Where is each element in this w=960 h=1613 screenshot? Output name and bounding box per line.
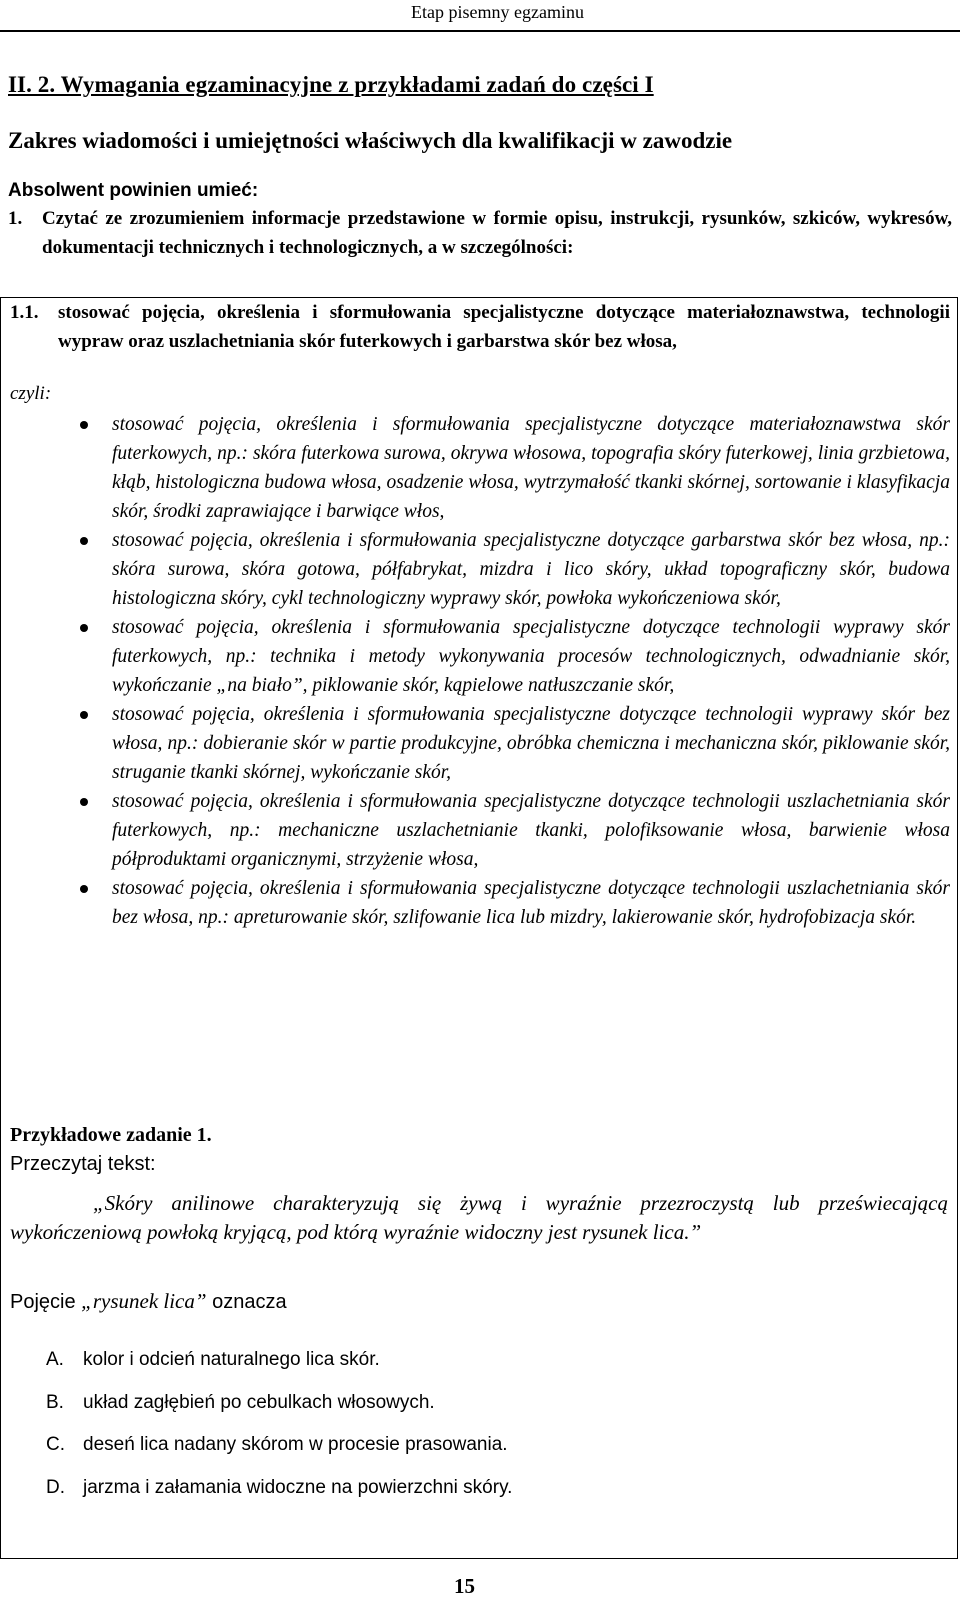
requirement (8, 204, 952, 262)
subrequirement-text: stosować pojęcia, określenia i sformułowania specjalistyczne dotyczące materiałoznawstwa, technologii wypraw oraz uszlachetniania skór futerkowych i garbarstwa skór bez włosa, (58, 302, 950, 352)
list-item (80, 874, 950, 932)
option-text: jarzma i załamania widoczne na powierzchni skóry. (83, 1476, 513, 1498)
bullet-icon (80, 711, 88, 719)
section-heading: II. 2. Wymagania egzaminacyjne z przykładami zadań do części I (8, 72, 654, 97)
task-instruction: Przeczytaj tekst: (10, 1153, 156, 1175)
bullet-icon (80, 421, 88, 429)
option-letter: C. (46, 1434, 65, 1455)
option-text: deseń lica nadany skórom w procesie prasowania. (83, 1434, 508, 1455)
list-item (80, 526, 950, 613)
requirement-number: 1. (8, 208, 23, 229)
list-item (80, 410, 950, 526)
option-letter: A. (46, 1349, 64, 1370)
list-item (80, 700, 950, 787)
list-item (80, 613, 950, 700)
bullet-icon (80, 537, 88, 545)
subrequirement (10, 298, 950, 356)
bullet-list (80, 410, 950, 932)
bullet-text: stosować pojęcia, określenia i sformułowania specjalistyczne dotyczące garbarstwa skór bez włosa, np.: skóra surowa, skóra gotowa, półfabrykat, mizdra i lico skóry, układ topograficzny skór, budowa histologiczna skóry, cykl technologiczny wyprawy skór, powłoka wykończeniowa skór, (112, 530, 950, 609)
header-rule (0, 30, 960, 32)
task-quote: „Skóry anilinowe charakteryzują się żywą i wyraźnie przezroczystą lub przeświecającą wykończeniową powłoką kryjącą, pod którą wyraźnie widoczny jest rysunek lica.” (10, 1191, 948, 1244)
graduate-label: Absolwent powinien umieć: (8, 180, 259, 201)
option-b[interactable] (46, 1392, 512, 1435)
bullet-icon (80, 798, 88, 806)
bullet-icon (80, 624, 88, 632)
question-prefix: Pojęcie (10, 1291, 82, 1313)
subrequirement-number: 1.1. (10, 302, 39, 323)
option-a[interactable] (46, 1349, 512, 1392)
scope-heading: Zakres wiadomości i umiejętności właściwych dla kwalifikacji w zawodzie (8, 128, 733, 153)
option-letter: D. (46, 1476, 65, 1498)
czyli-label: czyli: (10, 383, 52, 404)
bullet-text: stosować pojęcia, określenia i sformułowania specjalistyczne dotyczące technologii wyprawy skór bez włosa, np.: dobieranie skór w partie produkcyjne, obróbka chemiczna i mechaniczna skór, piklowanie skór, struganie tkanki skórnej, wykończanie skór, (112, 704, 950, 783)
task-title: Przykładowe zadanie 1. (10, 1124, 212, 1146)
bullet-text: stosować pojęcia, określenia i sformułowania specjalistyczne dotyczące materiałoznawstwa skór futerkowych, np.: skóra futerkowa surowa, okrywa włosowa, topografia skóry futerkowej, linia grzbietowa, kłąb, histologiczna budowa włosa, osadzenie włosa, wytrzymałość tkanki skórnej, sortowanie i klasyfikacja skór, środki zaprawiające i barwiące włos, (112, 414, 950, 522)
option-text: kolor i odcień naturalnego lica skór. (83, 1349, 380, 1370)
bullet-text: stosować pojęcia, określenia i sformułowania specjalistyczne dotyczące technologii uszlachetniania skór futerkowych, np.: mechaniczne uszlachetnianie tkanki, polofiksowanie włosa, barwienie włosa półproduktami organicznymi, strzyżenie włosa, (112, 791, 950, 870)
bullet-text: stosować pojęcia, określenia i sformułowania specjalistyczne dotyczące technologii uszlachetniania skór bez włosa, np.: apreturowanie skór, szlifowanie lica lub mizdry, lakierowanie skór, hydrofobizacja skór. (112, 878, 950, 928)
option-letter: B. (46, 1391, 64, 1413)
answer-options (46, 1349, 512, 1519)
option-text: układ zagłębień po cebulkach włosowych. (83, 1391, 435, 1413)
question-term: „rysunek lica” (81, 1289, 207, 1313)
option-c[interactable] (46, 1434, 512, 1477)
running-header: Etap pisemny egzaminu (411, 2, 584, 22)
bullet-icon (80, 885, 88, 893)
list-item (80, 787, 950, 874)
task-question (10, 1289, 287, 1314)
page-number: 15 (454, 1574, 475, 1598)
bullet-text: stosować pojęcia, określenia i sformułowania specjalistyczne dotyczące technologii wyprawy skór futerkowych, np.: technika i metody wykonywania procesów technologicznych, odwadnianie skór, wykończanie „na biało”, piklowanie skór, kąpielowe natłuszczanie skór, (112, 617, 950, 696)
option-d[interactable] (46, 1477, 512, 1520)
requirement-text: Czytać ze zrozumieniem informacje przedstawione w formie opisu, instrukcji, rysunków, szkiców, wykresów, dokumentacji technicznych i technologicznych, a w szczególności: (42, 208, 952, 258)
question-suffix: oznacza (206, 1291, 287, 1313)
